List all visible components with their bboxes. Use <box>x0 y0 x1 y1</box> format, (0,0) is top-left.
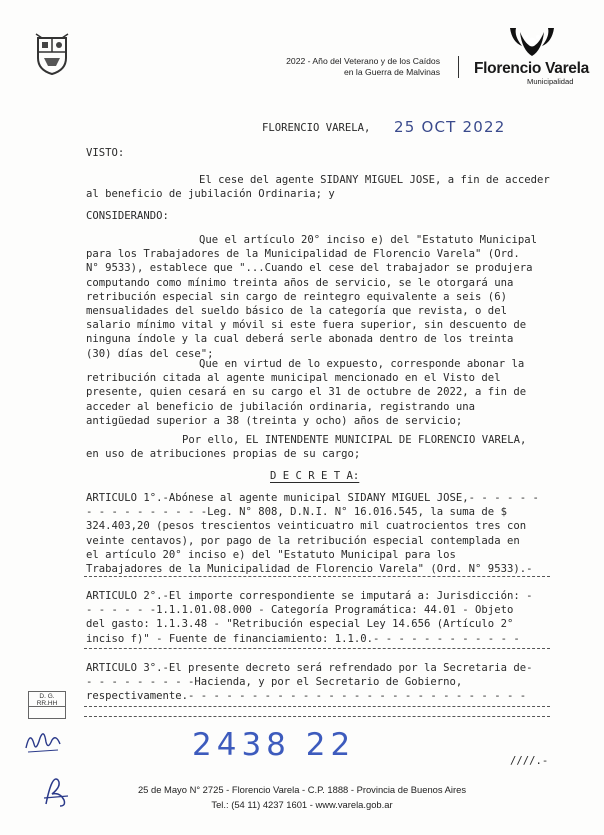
paragraph-line: mensualidades del sueldo básico de la categoría que revista, o del <box>86 305 507 318</box>
header-divider <box>458 56 459 78</box>
handwritten-initial-signature <box>40 770 72 810</box>
rrhh-label-line1: D. G. <box>39 693 55 700</box>
year-motto-line2: en la Guerra de Malvinas <box>343 67 440 77</box>
article-line: 324.403,20 (pesos trescientos veinticuatro mil cuatrocientos tres con <box>86 520 527 533</box>
dashed-separator <box>84 648 550 649</box>
article-line: ARTICULO 2°.-El importe correspondiente se imputará a: Jurisdicción: - <box>86 590 533 602</box>
footer-address: 25 de Mayo N° 2725 - Florencio Varela - C.P. 1888 - Provincia de Buenos Aires <box>137 784 467 795</box>
considerando-paragraph-2 <box>86 357 552 428</box>
article-line: - - - - - - - - -Hacienda, y por el Secretario de Gobierno, <box>86 676 463 689</box>
article-line: el artículo 20° inciso e) del "Estatuto Municipal para los <box>86 548 456 561</box>
rrhh-label-line2: RR.HH <box>36 700 58 707</box>
paragraph-line: acceder al beneficio de jubilación ordinaria, registrando una <box>86 400 476 413</box>
paragraph-line: antigüedad superior a 38 (treinta y ocho) años de servicio; <box>86 414 463 427</box>
decree-number-stamp: 2438 22 <box>192 727 356 763</box>
footer-contact: Tel.: (54 11) 4237 1601 - www.varela.gob.ar <box>211 799 393 810</box>
paragraph-line: salario mínimo vital y móvil si este fuera superior, sin descuento de <box>86 319 527 332</box>
article-line: respectivamente.- - - - - - - - - - - - - - - - - - - - - - - - - - - <box>86 690 527 703</box>
paragraph-line: N° 9533), establece que "...Cuando el cese del trabajador se produjera <box>86 262 533 275</box>
continuation-mark: ////.- <box>510 755 549 767</box>
decreta-heading: D E C R E T A: <box>270 470 360 482</box>
article-line: ARTICULO 3°.-El presente decreto será refrendado por la Secretaria de- <box>86 662 533 674</box>
paragraph-line: Que el artículo 20° inciso e) del "Estatuto Municipal <box>199 234 538 246</box>
considerando-heading: CONSIDERANDO: <box>86 210 169 222</box>
paragraph-line: Que en virtud de lo expuesto, corresponde abonar la <box>199 358 525 370</box>
considerando-paragraph-3 <box>86 433 552 461</box>
year-motto-line1: 2022 - Año del Veterano y de los Caídos <box>286 56 440 66</box>
paragraph-line: (30) días del cese"; <box>86 347 214 360</box>
dashed-separator <box>84 576 550 577</box>
logo-title: Florencio Varela <box>474 60 589 77</box>
article-line: - - - - - -1.1.1.01.08.000 - Categoría Programática: 44.01 - Objeto <box>86 604 514 617</box>
article-line: inciso f)" - Fuente de financiamiento: 1.1.0.- - - - - - - - - - - - <box>86 632 520 645</box>
paragraph-line: para los Trabajadores de la Municipalidad de Florencio Varela" (Ord. <box>86 248 520 261</box>
article-line: veinte centavos), por pago de la retribución especial contemplada en <box>86 534 520 547</box>
considerando-paragraph-1 <box>86 233 552 361</box>
paragraph-line: retribución especial sin cargo de reintegro equivalente a seis (6) <box>86 290 507 303</box>
dashed-separator <box>84 706 550 707</box>
article-line: Trabajadores de la Municipalidad de Florencio Varela" (Ord. N° 9533).- <box>86 563 533 576</box>
rrhh-label <box>30 693 64 707</box>
article-line: - - - - - - - - - -Leg. N° 808, D.N.I. N° 16.016.545, la suma de $ <box>86 506 507 519</box>
article-2 <box>86 589 552 646</box>
handwritten-initial-signature <box>22 726 66 756</box>
date-stamp: 25 OCT 2022 <box>394 118 506 136</box>
year-motto <box>240 56 440 78</box>
article-line: del gasto: 1.1.3.48 - "Retribución especial Ley 14.656 (Artículo 2° <box>86 618 514 631</box>
paragraph-line: Por ello, EL INTENDENTE MUNICIPAL DE FLORENCIO VARELA, <box>182 434 527 446</box>
dashed-separator <box>84 716 550 717</box>
article-1 <box>86 491 552 576</box>
footer <box>100 782 504 812</box>
visto-line: al beneficio de jubilación Ordinaria; y <box>86 188 335 200</box>
paragraph-line: retribución citada al agente municipal mencionado en el Visto del <box>86 372 501 385</box>
article-3 <box>86 661 552 704</box>
place-label: FLORENCIO VARELA, <box>262 122 371 134</box>
logo-subtitle: Municipalidad <box>527 77 574 86</box>
municipal-crest-icon <box>34 32 70 76</box>
paragraph-line: en uso de atribuciones propias de su cargo; <box>86 448 361 461</box>
paragraph-line: presente, quien cesará en su cargo el 31 de octubre de 2022, a fin de <box>86 386 527 399</box>
article-line: ARTICULO 1°.-Abónese al agente municipal SIDANY MIGUEL JOSE,- - - - - - <box>86 492 539 504</box>
visto-heading: VISTO: <box>86 147 125 159</box>
visto-line: El cese del agente SIDANY MIGUEL JOSE, a fin de acceder <box>199 174 550 186</box>
florencio-varela-flower-logo-icon <box>504 26 560 62</box>
paragraph-line: ninguna índole y la cual deberá serle abonada dentro de los treinta <box>86 333 514 346</box>
paragraph-line: computando como mínimo treinta años de servicio, se le otorgará una <box>86 276 514 289</box>
